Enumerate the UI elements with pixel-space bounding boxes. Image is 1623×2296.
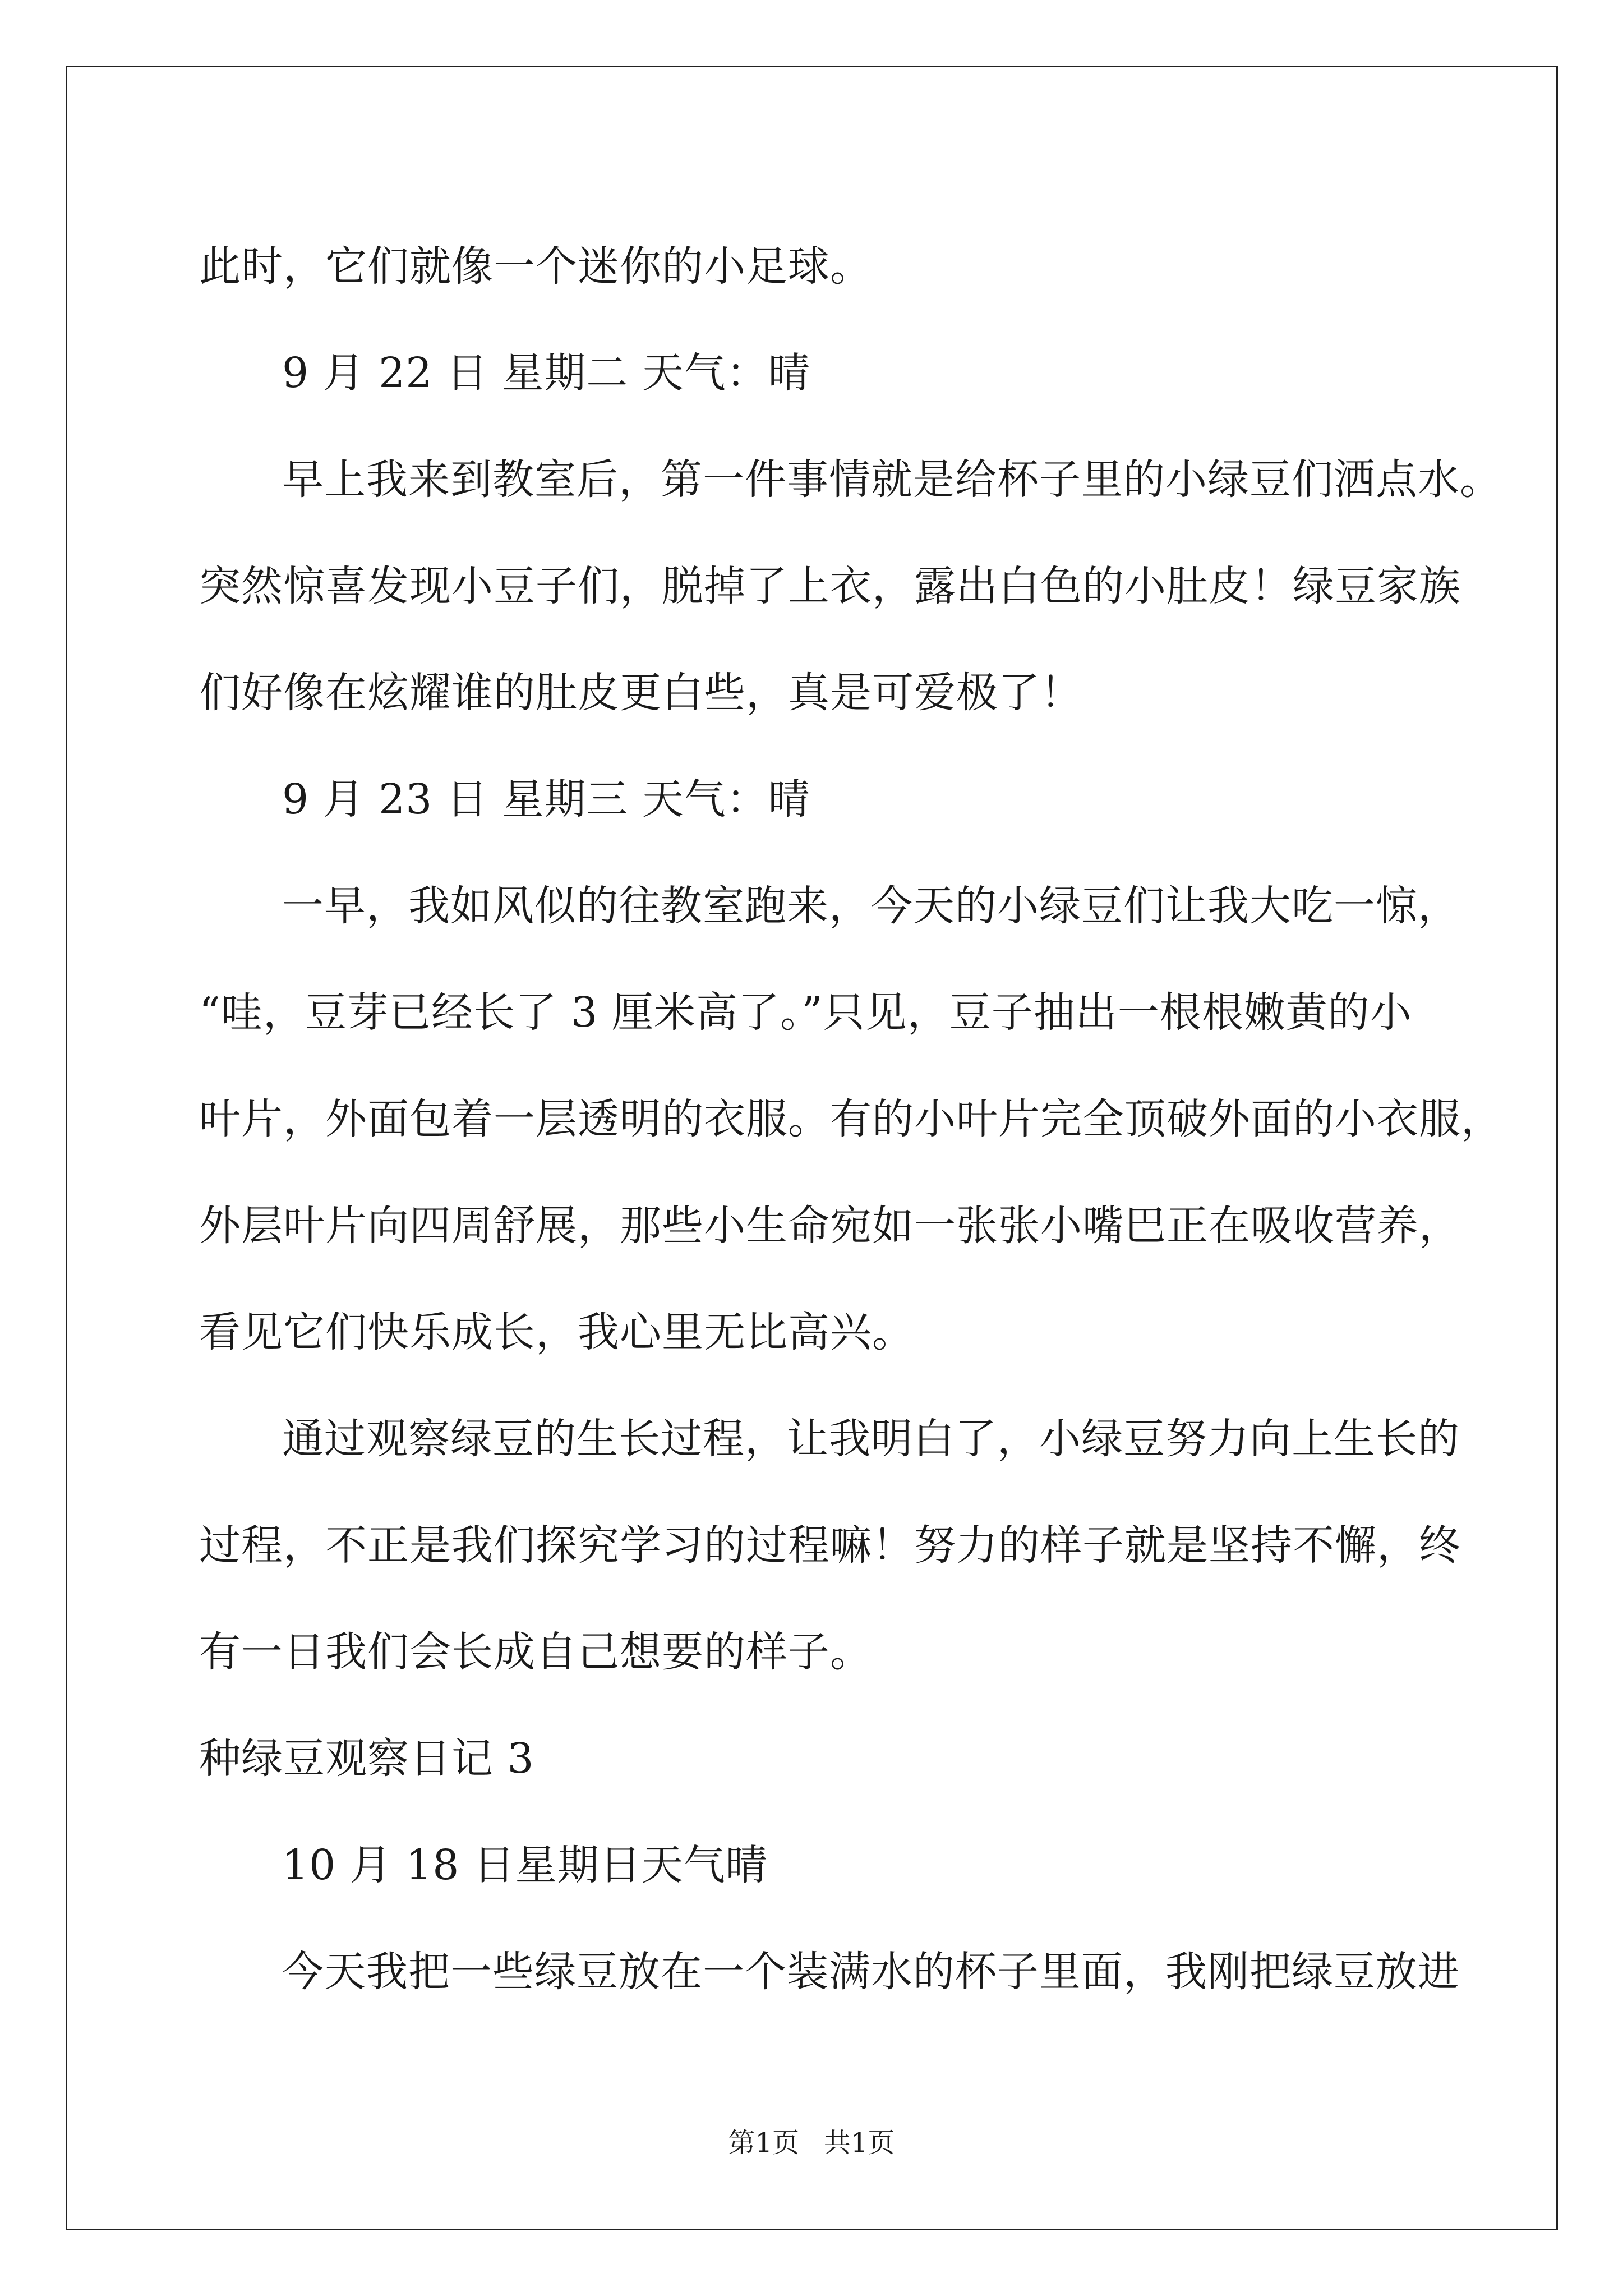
section-heading: 种绿豆观察日记 3 xyxy=(199,1734,534,1783)
page-footer xyxy=(0,2126,1623,2160)
text-line-3: 早上我来到教室后，第一件事情就是给杯子里的小绿豆们洒点水。 xyxy=(282,455,1502,504)
text-line-7: 一早，我如风似的往教室跑来，今天的小绿豆们让我大吃一惊， xyxy=(282,882,1460,930)
text-line-14: 有一日我们会长成自己想要的样子。 xyxy=(199,1628,872,1676)
document-body xyxy=(199,213,1503,2025)
text-line-13: 过程，不正是我们探究学习的过程嘛！努力的样子就是坚持不懈，终 xyxy=(199,1521,1461,1570)
page-number-current: 第1页 xyxy=(728,2127,799,2159)
text-line-9: 叶片，外面包着一层透明的衣服。有的小叶片完全顶破外面的小衣服， xyxy=(199,1095,1503,1143)
text-line-12: 通过观察绿豆的生长过程，让我明白了，小绿豆努力向上生长的 xyxy=(282,1415,1460,1463)
diary-date-sep-22: 9 月 22 日 星期二 天气：晴 xyxy=(282,349,810,397)
diary-date-oct-18: 10 月 18 日星期日天气晴 xyxy=(282,1841,768,1889)
text-line-11: 看见它们快乐成长，我心里无比高兴。 xyxy=(199,1308,914,1356)
text-line-10: 外层叶片向四周舒展，那些小生命宛如一张张小嘴巴正在吸收营养， xyxy=(199,1202,1461,1250)
text-line-1: 此时，它们就像一个迷你的小足球。 xyxy=(199,242,872,291)
page-number-total: 共1页 xyxy=(824,2127,895,2159)
diary-date-sep-23: 9 月 23 日 星期三 天气：晴 xyxy=(282,775,810,823)
text-line-5: 们好像在炫耀谁的肚皮更白些，真是可爱极了！ xyxy=(199,669,1082,717)
text-line-4: 突然惊喜发现小豆子们，脱掉了上衣，露出白色的小肚皮！绿豆家族 xyxy=(199,562,1461,610)
text-line-8: “哇，豆芽已经长了 3 厘米高了。”只见，豆子抽出一根根嫩黄的小 xyxy=(199,988,1412,1037)
text-line-17: 今天我把一些绿豆放在一个装满水的杯子里面，我刚把绿豆放进 xyxy=(282,1948,1460,1996)
